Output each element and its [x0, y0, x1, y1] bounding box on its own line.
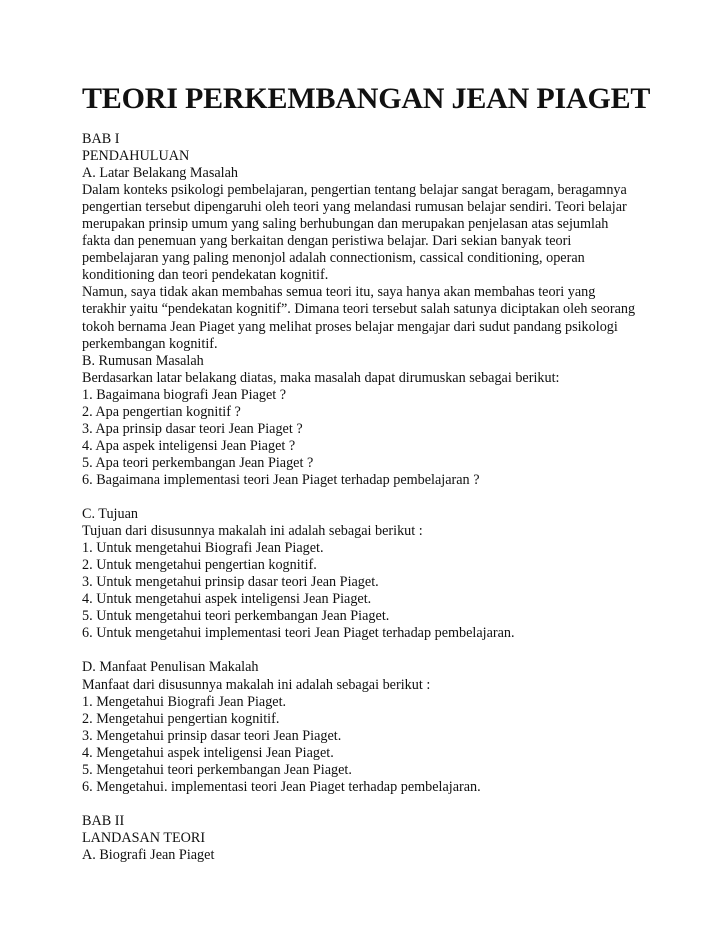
blank-line [82, 489, 718, 506]
document-title: TEORI PERKEMBANGAN JEAN PIAGET [82, 82, 651, 115]
list-item: 5. Untuk mengetahui teori perkembangan Jean Piaget. [82, 608, 390, 625]
blank-line [82, 796, 718, 813]
paragraph-line: tokoh bernama Jean Piaget yang melihat proses belajar mengajar dari sudut pandang psikologi [82, 318, 618, 335]
list-item: 3. Untuk mengetahui prinsip dasar teori Jean Piaget. [82, 574, 379, 591]
paragraph-line: Namun, saya tidak akan membahas semua teori itu, saya hanya akan membahas teori yang [82, 284, 596, 301]
list-item: 5. Apa teori perkembangan Jean Piaget ? [82, 454, 314, 471]
list-item: 4. Apa aspek inteligensi Jean Piaget ? [82, 437, 296, 454]
list-item: 2. Mengetahui pengertian kognitif. [82, 710, 280, 727]
list-item: 4. Mengetahui aspek inteligensi Jean Piaget. [82, 744, 334, 761]
paragraph-line: terakhir yaitu “pendekatan kognitif”. Dimana teori tersebut salah satunya diciptakan oleh seorang [82, 301, 636, 318]
paragraph-line: pembelajaran yang paling menonjol adalah connectionism, cassical conditioning, operan [82, 250, 585, 267]
list-item: 1. Bagaimana biografi Jean Piaget ? [82, 386, 287, 403]
chapter-heading: PENDAHULUAN [82, 148, 190, 165]
section-intro: Berdasarkan latar belakang diatas, maka masalah dapat dirumuskan sebagai berikut: [82, 369, 560, 386]
list-item: 1. Mengetahui Biografi Jean Piaget. [82, 693, 287, 710]
list-item: 3. Apa prinsip dasar teori Jean Piaget ? [82, 420, 303, 437]
list-item: 1. Untuk mengetahui Biografi Jean Piaget. [82, 540, 324, 557]
list-item: 4. Untuk mengetahui aspek inteligensi Jean Piaget. [82, 591, 372, 608]
paragraph-line: pengertian tersebut dipengaruhi oleh teori yang melandasi rumusan belajar sendiri. Teori belajar [82, 199, 627, 216]
tujuan-section [82, 506, 718, 642]
rumusan-masalah-section [82, 353, 718, 489]
document-page [82, 82, 718, 864]
paragraph-line: perkembangan kognitif. [82, 335, 218, 352]
section-heading: B. Rumusan Masalah [82, 352, 204, 369]
list-item: 6. Bagaimana implementasi teori Jean Piaget terhadap pembelajaran ? [82, 471, 480, 488]
paragraph-line: Dalam konteks psikologi pembelajaran, pengertian tentang belajar sangat beragam, beragamnya [82, 182, 627, 199]
list-item: 5. Mengetahui teori perkembangan Jean Piaget. [82, 761, 352, 778]
section-heading: A. Biografi Jean Piaget [82, 846, 215, 863]
blank-line [82, 642, 718, 659]
list-item: 2. Untuk mengetahui pengertian kognitif. [82, 557, 317, 574]
list-item: 2. Apa pengertian kognitif ? [82, 403, 241, 420]
list-item: 6. Mengetahui. implementasi teori Jean Piaget terhadap pembelajaran. [82, 778, 481, 795]
chapter-heading: LANDASAN TEORI [82, 829, 206, 846]
section-intro: Tujuan dari disusunnya makalah ini adalah sebagai berikut : [82, 523, 423, 540]
latar-belakang-section [82, 165, 718, 353]
section-heading: D. Manfaat Penulisan Makalah [82, 659, 259, 676]
manfaat-section [82, 659, 718, 795]
paragraph-line: fakta dan penemuan yang berkaitan dengan peristiwa belajar. Dari sekian banyak teori [82, 233, 572, 250]
chapter-label: BAB I [82, 131, 120, 147]
chapter-label: BAB II [82, 812, 125, 829]
list-item: 3. Mengetahui prinsip dasar teori Jean Piaget. [82, 727, 342, 744]
bab1-section [82, 131, 718, 796]
list-item: 6. Untuk mengetahui implementasi teori Jean Piaget terhadap pembelajaran. [82, 625, 515, 642]
section-heading: C. Tujuan [82, 506, 138, 523]
section-intro: Manfaat dari disusunnya makalah ini adalah sebagai berikut : [82, 676, 431, 693]
paragraph-line: konditioning dan teori pendekatan kognitif. [82, 267, 329, 284]
paragraph-line: merupakan prinsip umum yang saling berhubungan dan merupakan penjelasan atas sejumlah [82, 216, 609, 233]
bab2-section [82, 813, 718, 864]
section-heading: A. Latar Belakang Masalah [82, 165, 239, 182]
